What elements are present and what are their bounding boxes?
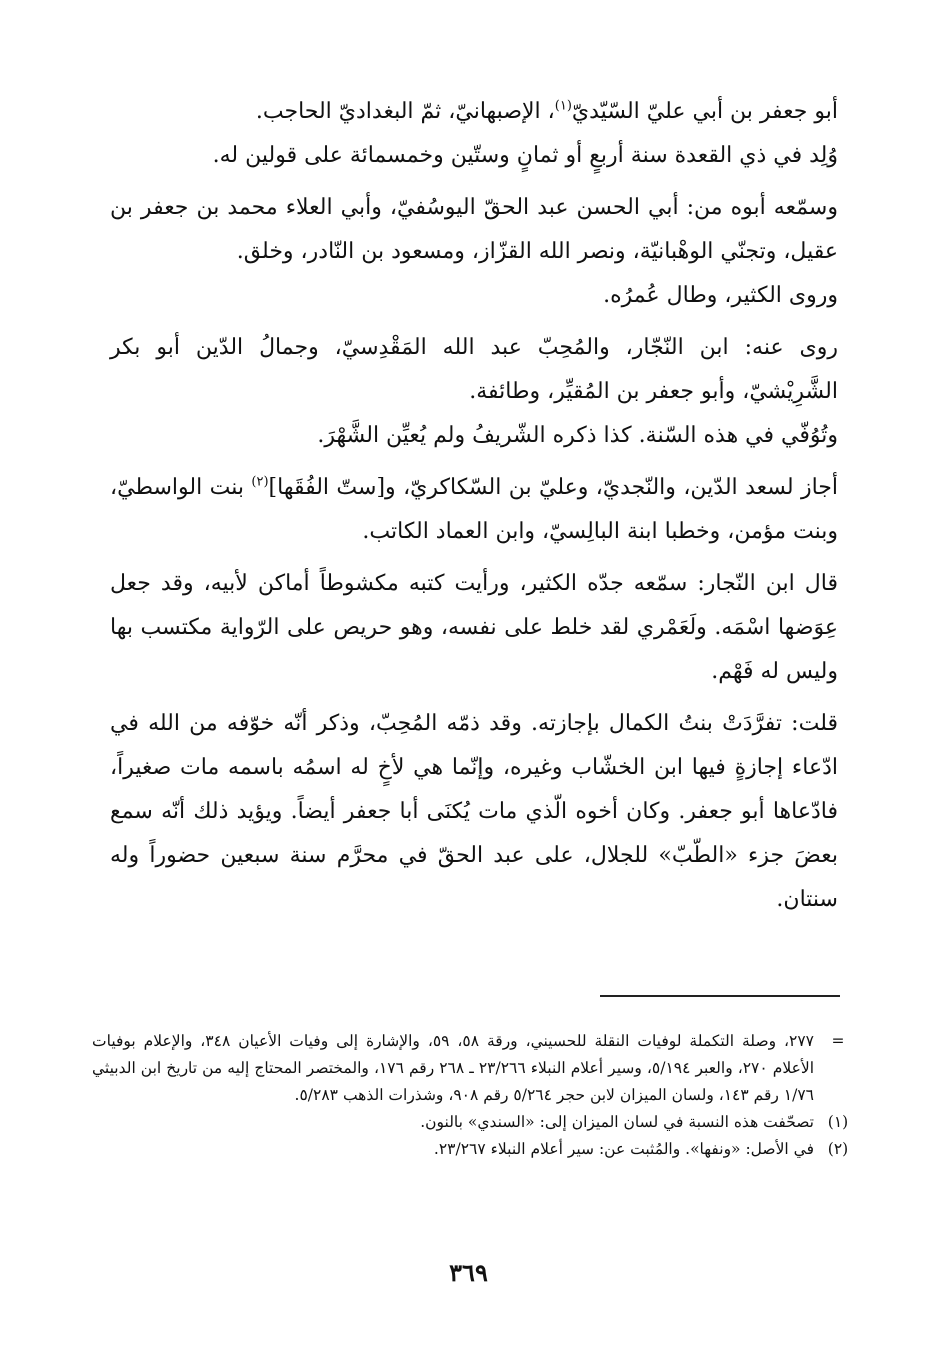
main-text xyxy=(110,90,838,930)
footnote-text: ٢٧٧، وصلة التكملة لوفيات النقلة للحسيني، ورقة ٥٨، ٥٩، والإشارة إلى وفيات الأعيان ٣٤٨، والإعلام بوفيات الأعلام ٢٧٠، والعبر ٥/١٩٤، وسير أعلام النبلاء ٢٣/٢٦٦ ـ ٢٦٨ رقم ١٧٦، والمختصر المحتاج إليه من تاريخ ابن الدبيثي ١/٧٦ رقم ١٤٣، ولسان الميزان لابن حجر ٥/٢٦٤ رقم ٩٠٨، وشذرات الذهب ٥/٢٨٣. xyxy=(92,1032,814,1104)
paragraph-name-line xyxy=(110,90,838,134)
paragraph-licenses xyxy=(110,466,838,554)
paragraph-narration: وروى الكثير، وطال عُمرُه. xyxy=(603,283,838,308)
paragraph-birth: وُلِد في ذي القعدة سنة أربعٍ أو ثمانٍ وستّين وخمسمائة على قولين له. xyxy=(212,143,838,168)
paragraph-students: روى عنه: ابن النّجّار، والمُحِبّ عبد الله المَقْدِسيّ، وجمالُ الدّين أبو بكر الشَّرِيْشيّ، وأبو جعفر بن المُقيِّر، وطائفة. xyxy=(110,335,838,404)
footnote-marker: (٢) xyxy=(827,1140,849,1158)
footnote-text: تصحّفت هذه النسبة في لسان الميزان إلى: «السندي» بالنون. xyxy=(420,1113,814,1131)
footnote-separator xyxy=(600,995,840,997)
footnotes xyxy=(92,1028,862,1163)
page-number: ٣٦٩ xyxy=(449,1258,488,1287)
paragraph-death: وتُوُفّي في هذه السّنة. كذا ذكره الشّريفُ ولم يُعيِّن الشَّهْرَ. xyxy=(317,423,838,448)
footnote-ref-1: (١) xyxy=(554,98,572,114)
footnote-1 xyxy=(92,1109,862,1136)
paragraph-teachers: وسمّعه أبوه من: أبي الحسن عبد الحقّ اليوسُفيّ، وأبي العلاء محمد بن جعفر بن عقيل، وتجنّي الوهْبانيّة، ونصر الله القزّاز، ومسعود بن النّادر، وخلق. xyxy=(110,195,838,264)
footnote-continuation xyxy=(92,1028,862,1109)
paragraph-comment: قلت: تفرَّدَتْ بنتُ الكمال بإجازته. وقد ذمّه المُحِبّ، وذكر أنّه خوّفه من الله في ادّعاء إجازةٍ فيها ابن الخشّاب وغيره، وإنّما هي لأخٍ له اسمُه باسمه مات صغيراً، فادّعاها أبو جعفر. وكان أخوه الّذي مات يُكنَى أبا جعفر أيضاً. ويؤيد ذلك أنّه سمع بعضَ جزء «الطّبّ» للجلال، على عبد الحقّ في محرَّم سنة سبعين حضوراً وله سنتان. xyxy=(110,711,838,912)
footnote-marker: (١) xyxy=(827,1113,849,1131)
footnote-2 xyxy=(92,1136,862,1163)
paragraph-text: أجاز لسعد الدّين، والنّجديّ، وعليّ بن السّكاكريّ، و[ستّ الفُقَها] xyxy=(268,475,838,500)
paragraph-ibn-najjar: قال ابن النّجار: سمّعه جدّه الكثير، ورأيت كتبه مكشوطاً أماكن لأبيه، وقد جعل عِوَضها اسْمَه. ولَعَمْري لقد خلط على نفسه، وهو حريص على الرّواية مكتسب بها وليس له فَهْم. xyxy=(110,571,838,684)
footnote-ref-2: (٢) xyxy=(251,474,269,490)
footnote-marker: = xyxy=(831,1032,845,1050)
paragraph-text: بنت الواسطيّ، وبنت مؤمن، وخطبا ابنة البالِسيّ، وابن العماد الكاتب. xyxy=(110,475,838,544)
paragraph-text: أبو جعفر بن أبي عليّ السّيّديّ xyxy=(571,99,838,124)
footnote-text: في الأصل: «ونفها». والمُثبت عن: سير أعلام النبلاء ٢٣/٢٦٧. xyxy=(433,1140,814,1158)
paragraph-text: ، الإصبهانيّ، ثمّ البغداديّ الحاجب. xyxy=(255,99,555,124)
